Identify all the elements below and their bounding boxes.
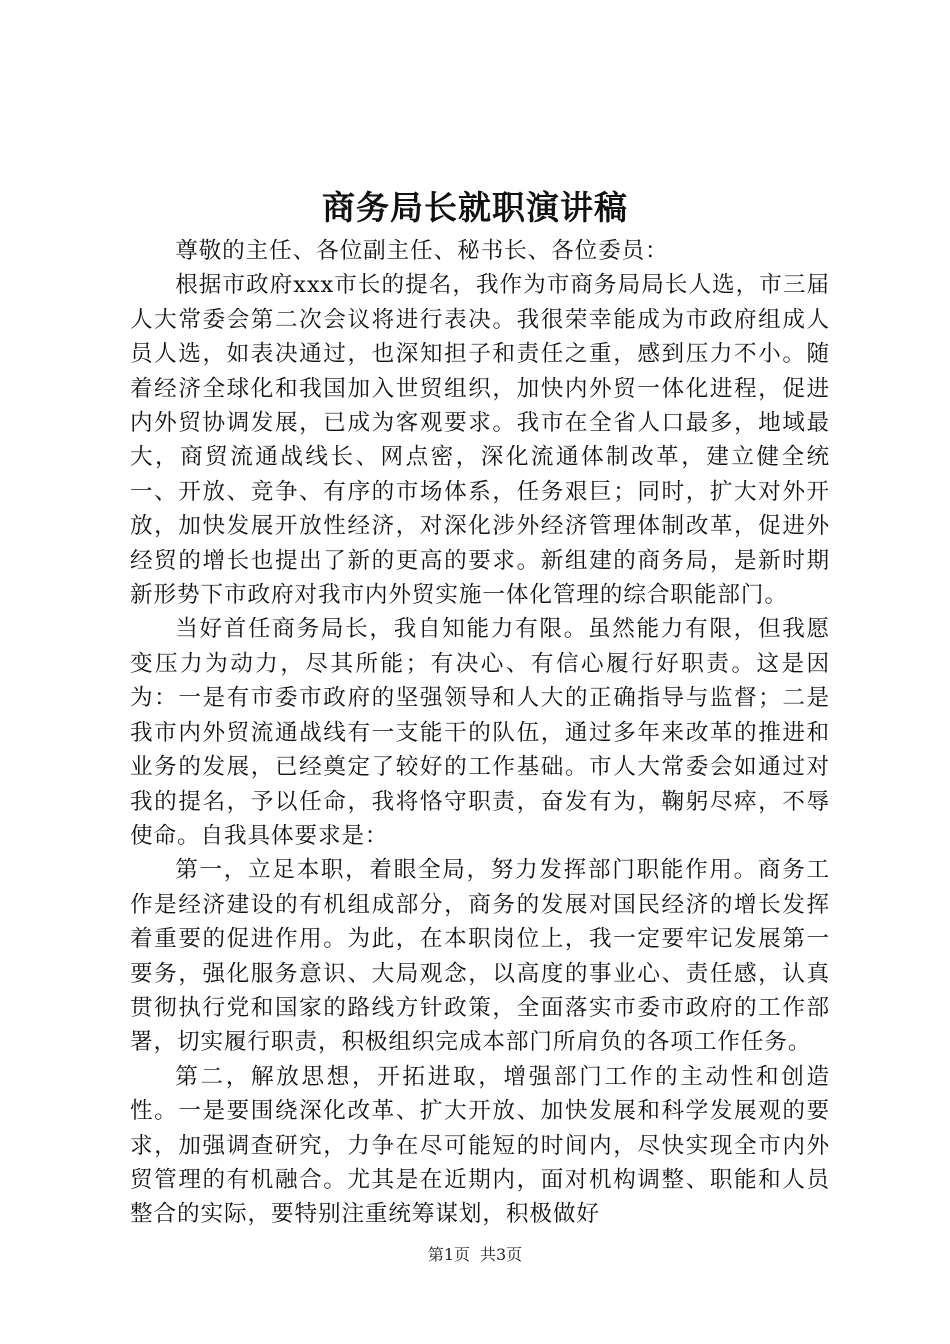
page-number: 第1页 [427, 1245, 470, 1264]
body-paragraph: 当好首任商务局长，我自知能力有限。虽然能力有限，但我愿变压力为动力，尽其所能；有决心、有信心履行好职责。这是因为：一是有市委市政府的坚强领导和人大的正确指导与监督；二是我市内外贸流通战线有一支能干的队伍，通过多年来改革的推进和业务的发展，已经奠定了较好的工作基础。市人大常委会如通过对我的提名，予以任命，我将恪守职责，奋发有为，鞠躬尽瘁，不辱使命。自我具体要求是： [130, 616, 830, 849]
document-title: 商务局长就职演讲稿 [322, 188, 628, 227]
body-paragraph: 第二，解放思想，开拓进取，增强部门工作的主动性和创造性。一是要围绕深化改革、扩大开放、加快发展和科学发展观的要求，加强调查研究，力争在尽可能短的时间内，尽快实现全市内外贸管理的有机融合。尤其是在近期内，面对机构调整、职能和人员整合的实际，要特别注重统筹谋划，积极做好 [130, 1063, 830, 1228]
body-paragraph: 根据市政府xxx市长的提名，我作为市商务局局长人选，市三届人大常委会第二次会议将进行表决。我很荣幸能成为市政府组成人员人选，如表决通过，也深知担子和责任之重，感到压力不小。随着经济全球化和我国加入世贸组织，加快内外贸一体化进程，促进内外贸协调发展，已成为客观要求。我市在全省人口最多，地域最大，商贸流通战线长、网点密，深化流通体制改革，建立健全统一、开放、竞争、有序的市场体系，任务艰巨；同时，扩大对外开放，加快发展开放性经济，对深化涉外经济管理体制改革，促进外经贸的增长也提出了新的更高的要求。新组建的商务局，是新时期新形势下市政府对我市内外贸实施一体化管理的综合职能部门。 [130, 272, 830, 609]
body-paragraph: 第一，立足本职，着眼全局，努力发挥部门职能作用。商务工作是经济建设的有机组成部分，商务的发展对国民经济的增长发挥着重要的促进作用。为此，在本职岗位上，我一定要牢记发展第一要务，强化服务意识、大局观念，以高度的事业心、责任感，认真贯彻执行党和国家的路线方针政策，全面落实市委市政府的工作部署，切实履行职责，积极组织完成本部门所肩负的各项工作任务。 [130, 857, 830, 1056]
salutation-paragraph: 尊敬的主任、各位副主任、秘书长、各位委员： [175, 238, 669, 264]
page-footer [0, 1244, 950, 1266]
page-total: 共3页 [480, 1245, 523, 1264]
document-body [130, 234, 830, 1232]
